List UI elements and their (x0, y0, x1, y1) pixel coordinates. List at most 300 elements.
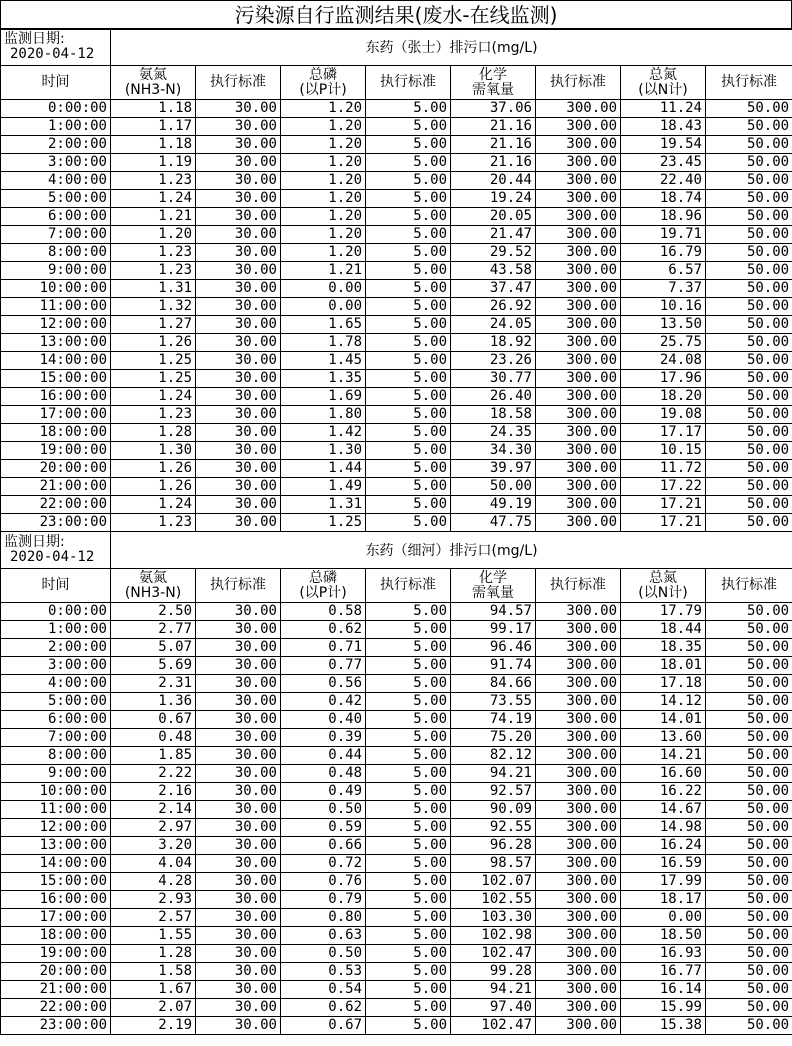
cell-nh3: 2.07 (111, 999, 196, 1017)
header-time-line: 时间 (41, 74, 70, 90)
table-row (1, 370, 792, 388)
cell-cod: 37.47 (451, 280, 536, 298)
header-std-line: 执行标准 (380, 577, 436, 593)
cell-nh3: 1.58 (111, 963, 196, 981)
cell-cod: 96.46 (451, 639, 536, 657)
cell-nh3: 1.23 (111, 514, 196, 532)
cell-tp-std: 5.00 (366, 208, 451, 226)
cell-time: 3:00:00 (1, 657, 111, 675)
cell-tn: 14.98 (621, 819, 706, 837)
cell-tn: 6.57 (621, 262, 706, 280)
cell-cod-std: 300.00 (536, 316, 621, 334)
cell-tp: 1.20 (281, 190, 366, 208)
cell-tn: 16.22 (621, 783, 706, 801)
cell-tp: 0.44 (281, 747, 366, 765)
cell-nh3: 2.31 (111, 675, 196, 693)
cell-tn-std: 50.00 (706, 603, 792, 621)
cell-tn-std: 50.00 (706, 190, 792, 208)
cell-nh3-std: 30.00 (196, 747, 281, 765)
cell-cod-std: 300.00 (536, 496, 621, 514)
table-row (1, 514, 792, 532)
cell-tp-std: 5.00 (366, 388, 451, 406)
header-std (706, 569, 792, 603)
cell-tp: 0.39 (281, 729, 366, 747)
table-row (1, 298, 792, 316)
header-nh3 (111, 66, 196, 100)
cell-cod: 21.16 (451, 154, 536, 172)
cell-time: 11:00:00 (1, 298, 111, 316)
cell-cod: 24.05 (451, 316, 536, 334)
cell-tp: 1.20 (281, 154, 366, 172)
cell-tn: 13.50 (621, 316, 706, 334)
cell-cod-std: 300.00 (536, 963, 621, 981)
cell-cod: 96.28 (451, 837, 536, 855)
cell-time: 23:00:00 (1, 514, 111, 532)
cell-cod-std: 300.00 (536, 208, 621, 226)
cell-time: 2:00:00 (1, 136, 111, 154)
cell-tn: 22.40 (621, 172, 706, 190)
cell-cod-std: 300.00 (536, 406, 621, 424)
cell-tn-std: 50.00 (706, 927, 792, 945)
cell-cod-std: 300.00 (536, 190, 621, 208)
cell-tn: 16.77 (621, 963, 706, 981)
cell-cod: 103.30 (451, 909, 536, 927)
cell-time: 20:00:00 (1, 963, 111, 981)
cell-tp-std: 5.00 (366, 172, 451, 190)
cell-cod: 30.77 (451, 370, 536, 388)
cell-time: 19:00:00 (1, 442, 111, 460)
cell-time: 9:00:00 (1, 262, 111, 280)
cell-tn: 17.18 (621, 675, 706, 693)
cell-cod-std: 300.00 (536, 855, 621, 873)
cell-tn-std: 50.00 (706, 909, 792, 927)
cell-nh3-std: 30.00 (196, 226, 281, 244)
cell-tp-std: 5.00 (366, 118, 451, 136)
table-row (1, 927, 792, 945)
cell-tp-std: 5.00 (366, 783, 451, 801)
cell-cod: 102.47 (451, 1017, 536, 1035)
report-title: 污染源自行监测结果(废水-在线监测) (0, 0, 792, 30)
cell-tn-std: 50.00 (706, 963, 792, 981)
cell-tp: 1.20 (281, 100, 366, 118)
cell-cod: 99.17 (451, 621, 536, 639)
cell-cod-std: 300.00 (536, 388, 621, 406)
cell-nh3: 1.67 (111, 981, 196, 999)
header-cod-line: 需氧量 (472, 81, 514, 98)
cell-tp-std: 5.00 (366, 352, 451, 370)
cell-time: 16:00:00 (1, 891, 111, 909)
cell-nh3-std: 30.00 (196, 603, 281, 621)
header-nh3-line: 氨氮 (139, 569, 167, 586)
cell-nh3-std: 30.00 (196, 1017, 281, 1035)
cell-tn: 13.60 (621, 729, 706, 747)
cell-tn-std: 50.00 (706, 945, 792, 963)
cell-tn: 17.21 (621, 514, 706, 532)
cell-tn-std: 50.00 (706, 747, 792, 765)
table-row (1, 244, 792, 262)
cell-nh3-std: 30.00 (196, 262, 281, 280)
cell-nh3-std: 30.00 (196, 244, 281, 262)
header-tp (281, 66, 366, 100)
cell-nh3: 1.21 (111, 208, 196, 226)
cell-tp: 0.76 (281, 873, 366, 891)
header-std-line: 执行标准 (550, 577, 606, 593)
cell-nh3-std: 30.00 (196, 100, 281, 118)
cell-time: 4:00:00 (1, 675, 111, 693)
cell-nh3-std: 30.00 (196, 442, 281, 460)
table-row (1, 478, 792, 496)
cell-tn: 16.79 (621, 244, 706, 262)
cell-nh3: 1.24 (111, 190, 196, 208)
table-row (1, 999, 792, 1017)
header-cod-line: 需氧量 (472, 584, 514, 601)
cell-tn-std: 50.00 (706, 657, 792, 675)
cell-cod-std: 300.00 (536, 352, 621, 370)
cell-tp: 0.62 (281, 999, 366, 1017)
cell-nh3: 2.97 (111, 819, 196, 837)
cell-tp-std: 5.00 (366, 927, 451, 945)
table-row (1, 891, 792, 909)
cell-tn: 14.01 (621, 711, 706, 729)
cell-nh3-std: 30.00 (196, 316, 281, 334)
cell-nh3-std: 30.00 (196, 891, 281, 909)
cell-cod-std: 300.00 (536, 639, 621, 657)
cell-tn-std: 50.00 (706, 711, 792, 729)
monitor-date-cell (1, 29, 111, 66)
cell-time: 7:00:00 (1, 226, 111, 244)
table-row (1, 981, 792, 999)
cell-tp: 0.71 (281, 639, 366, 657)
cell-tp: 1.45 (281, 352, 366, 370)
cell-tn-std: 50.00 (706, 172, 792, 190)
cell-time: 1:00:00 (1, 118, 111, 136)
cell-nh3: 0.67 (111, 711, 196, 729)
cell-nh3: 1.24 (111, 388, 196, 406)
header-tp-line: (以P计) (299, 81, 347, 98)
table-row (1, 621, 792, 639)
cell-tn-std: 50.00 (706, 424, 792, 442)
cell-cod: 34.30 (451, 442, 536, 460)
cell-tn-std: 50.00 (706, 100, 792, 118)
cell-nh3-std: 30.00 (196, 406, 281, 424)
cell-cod-std: 300.00 (536, 370, 621, 388)
cell-tn: 15.38 (621, 1017, 706, 1035)
outlet-name: 东药（张士）排污口(mg/L) (111, 29, 792, 66)
cell-cod: 21.16 (451, 118, 536, 136)
cell-nh3-std: 30.00 (196, 118, 281, 136)
cell-time: 12:00:00 (1, 819, 111, 837)
table-row (1, 424, 792, 442)
cell-tn-std: 50.00 (706, 873, 792, 891)
cell-tn: 18.17 (621, 891, 706, 909)
header-cod (451, 66, 536, 100)
cell-cod-std: 300.00 (536, 280, 621, 298)
cell-cod-std: 300.00 (536, 154, 621, 172)
cell-nh3: 3.20 (111, 837, 196, 855)
cell-tp: 1.42 (281, 424, 366, 442)
cell-time: 15:00:00 (1, 873, 111, 891)
cell-tp: 1.30 (281, 442, 366, 460)
cell-nh3: 1.24 (111, 496, 196, 514)
table-row (1, 639, 792, 657)
cell-tn-std: 50.00 (706, 621, 792, 639)
cell-tn-std: 50.00 (706, 226, 792, 244)
cell-tn: 18.35 (621, 639, 706, 657)
cell-cod: 102.07 (451, 873, 536, 891)
header-std-line: 执行标准 (380, 74, 436, 90)
cell-cod-std: 300.00 (536, 927, 621, 945)
cell-tp: 0.42 (281, 693, 366, 711)
cell-tn: 24.08 (621, 352, 706, 370)
cell-tp: 1.35 (281, 370, 366, 388)
cell-tp: 1.31 (281, 496, 366, 514)
cell-tp-std: 5.00 (366, 262, 451, 280)
cell-cod: 73.55 (451, 693, 536, 711)
header-std (536, 66, 621, 100)
cell-nh3: 1.23 (111, 244, 196, 262)
cell-tn: 0.00 (621, 909, 706, 927)
monitoring-table (0, 28, 792, 1035)
header-std-line: 执行标准 (210, 74, 266, 90)
header-time-line: 时间 (41, 577, 70, 593)
cell-tn-std: 50.00 (706, 154, 792, 172)
cell-nh3: 1.26 (111, 334, 196, 352)
cell-nh3-std: 30.00 (196, 460, 281, 478)
cell-tp-std: 5.00 (366, 981, 451, 999)
cell-cod-std: 300.00 (536, 118, 621, 136)
cell-time: 14:00:00 (1, 352, 111, 370)
cell-cod-std: 300.00 (536, 442, 621, 460)
cell-nh3: 1.18 (111, 136, 196, 154)
cell-tp-std: 5.00 (366, 693, 451, 711)
cell-tp: 1.78 (281, 334, 366, 352)
cell-time: 22:00:00 (1, 496, 111, 514)
cell-tp-std: 5.00 (366, 891, 451, 909)
cell-tn: 15.99 (621, 999, 706, 1017)
header-tp-line: 总磷 (309, 569, 337, 586)
cell-cod-std: 300.00 (536, 909, 621, 927)
cell-tp: 1.20 (281, 118, 366, 136)
cell-tp: 0.50 (281, 945, 366, 963)
table-row (1, 496, 792, 514)
cell-tn: 25.75 (621, 334, 706, 352)
cell-cod-std: 300.00 (536, 100, 621, 118)
cell-nh3-std: 30.00 (196, 208, 281, 226)
cell-nh3: 1.25 (111, 370, 196, 388)
cell-tp-std: 5.00 (366, 226, 451, 244)
cell-tp-std: 5.00 (366, 514, 451, 532)
cell-cod: 43.58 (451, 262, 536, 280)
cell-tn-std: 50.00 (706, 460, 792, 478)
cell-nh3-std: 30.00 (196, 172, 281, 190)
cell-nh3: 2.19 (111, 1017, 196, 1035)
cell-nh3: 1.36 (111, 693, 196, 711)
header-tp-line: 总磷 (309, 66, 337, 83)
cell-cod-std: 300.00 (536, 711, 621, 729)
cell-nh3: 2.50 (111, 603, 196, 621)
cell-nh3: 4.28 (111, 873, 196, 891)
cell-time: 23:00:00 (1, 1017, 111, 1035)
cell-cod-std: 300.00 (536, 981, 621, 999)
header-tn-line: (以N计) (638, 81, 688, 98)
header-cod-line: 化学 (479, 569, 507, 586)
cell-tp-std: 5.00 (366, 334, 451, 352)
cell-tp: 1.20 (281, 208, 366, 226)
cell-cod: 37.06 (451, 100, 536, 118)
cell-tn: 7.37 (621, 280, 706, 298)
cell-tn-std: 50.00 (706, 837, 792, 855)
table-row (1, 747, 792, 765)
cell-nh3-std: 30.00 (196, 927, 281, 945)
cell-cod: 92.55 (451, 819, 536, 837)
table-row (1, 657, 792, 675)
header-std (706, 66, 792, 100)
cell-tn-std: 50.00 (706, 316, 792, 334)
cell-tp-std: 5.00 (366, 460, 451, 478)
cell-tp-std: 5.00 (366, 136, 451, 154)
cell-tp-std: 5.00 (366, 370, 451, 388)
cell-cod-std: 300.00 (536, 783, 621, 801)
cell-tn-std: 50.00 (706, 765, 792, 783)
header-std-line: 执行标准 (721, 74, 778, 90)
cell-tp-std: 5.00 (366, 963, 451, 981)
cell-cod: 26.40 (451, 388, 536, 406)
table-row (1, 675, 792, 693)
cell-tn-std: 50.00 (706, 334, 792, 352)
cell-time: 5:00:00 (1, 190, 111, 208)
cell-time: 19:00:00 (1, 945, 111, 963)
cell-time: 0:00:00 (1, 603, 111, 621)
table-row (1, 460, 792, 478)
cell-cod: 26.92 (451, 298, 536, 316)
cell-nh3-std: 30.00 (196, 496, 281, 514)
cell-nh3: 1.28 (111, 424, 196, 442)
cell-tp-std: 5.00 (366, 819, 451, 837)
cell-tn-std: 50.00 (706, 280, 792, 298)
cell-tp-std: 5.00 (366, 478, 451, 496)
cell-time: 18:00:00 (1, 927, 111, 945)
cell-tn-std: 50.00 (706, 1017, 792, 1035)
cell-nh3-std: 30.00 (196, 765, 281, 783)
header-nh3 (111, 569, 196, 603)
cell-cod: 98.57 (451, 855, 536, 873)
table-row (1, 316, 792, 334)
cell-tp: 0.63 (281, 927, 366, 945)
cell-nh3-std: 30.00 (196, 478, 281, 496)
cell-tn-std: 50.00 (706, 352, 792, 370)
cell-cod: 94.21 (451, 765, 536, 783)
cell-cod-std: 300.00 (536, 621, 621, 639)
cell-tn-std: 50.00 (706, 981, 792, 999)
cell-nh3-std: 30.00 (196, 801, 281, 819)
cell-tn: 17.96 (621, 370, 706, 388)
cell-tp-std: 5.00 (366, 244, 451, 262)
header-tn-line: 总氮 (649, 66, 677, 83)
cell-tp: 1.25 (281, 514, 366, 532)
cell-time: 9:00:00 (1, 765, 111, 783)
cell-tp: 0.49 (281, 783, 366, 801)
table-row (1, 765, 792, 783)
cell-time: 13:00:00 (1, 334, 111, 352)
table-row (1, 262, 792, 280)
cell-cod: 102.98 (451, 927, 536, 945)
cell-nh3-std: 30.00 (196, 370, 281, 388)
cell-nh3-std: 30.00 (196, 136, 281, 154)
cell-cod-std: 300.00 (536, 729, 621, 747)
cell-tn-std: 50.00 (706, 783, 792, 801)
cell-cod-std: 300.00 (536, 334, 621, 352)
cell-nh3-std: 30.00 (196, 280, 281, 298)
cell-cod-std: 300.00 (536, 945, 621, 963)
cell-tn-std: 50.00 (706, 675, 792, 693)
cell-tp: 0.58 (281, 603, 366, 621)
cell-time: 12:00:00 (1, 316, 111, 334)
header-nh3-line: (NH3-N) (124, 584, 182, 601)
cell-tp-std: 5.00 (366, 873, 451, 891)
cell-nh3: 2.93 (111, 891, 196, 909)
cell-cod-std: 300.00 (536, 819, 621, 837)
monitor-date-value: 2020-04-12 (10, 549, 95, 565)
cell-tp: 1.65 (281, 316, 366, 334)
table-row (1, 388, 792, 406)
cell-cod: 19.24 (451, 190, 536, 208)
header-tn (621, 66, 706, 100)
cell-nh3-std: 30.00 (196, 945, 281, 963)
cell-nh3: 1.18 (111, 100, 196, 118)
cell-nh3-std: 30.00 (196, 190, 281, 208)
cell-cod: 20.44 (451, 172, 536, 190)
cell-time: 14:00:00 (1, 855, 111, 873)
header-tp-line: (以P计) (299, 584, 347, 601)
cell-tn: 23.45 (621, 154, 706, 172)
cell-tn-std: 50.00 (706, 478, 792, 496)
cell-tn: 16.59 (621, 855, 706, 873)
cell-tp-std: 5.00 (366, 747, 451, 765)
cell-cod: 84.66 (451, 675, 536, 693)
cell-nh3: 0.48 (111, 729, 196, 747)
cell-nh3: 2.77 (111, 621, 196, 639)
cell-cod: 29.52 (451, 244, 536, 262)
cell-nh3-std: 30.00 (196, 963, 281, 981)
cell-tn-std: 50.00 (706, 370, 792, 388)
table-row (1, 783, 792, 801)
table-row (1, 154, 792, 172)
header-time (1, 66, 111, 100)
cell-nh3: 1.17 (111, 118, 196, 136)
cell-tp: 0.62 (281, 621, 366, 639)
monitor-date-cell (1, 532, 111, 569)
cell-nh3: 1.26 (111, 478, 196, 496)
cell-time: 8:00:00 (1, 244, 111, 262)
cell-time: 17:00:00 (1, 909, 111, 927)
header-tp (281, 569, 366, 603)
cell-nh3: 5.07 (111, 639, 196, 657)
cell-tn-std: 50.00 (706, 855, 792, 873)
cell-nh3: 1.85 (111, 747, 196, 765)
cell-time: 16:00:00 (1, 388, 111, 406)
cell-nh3: 1.26 (111, 460, 196, 478)
cell-time: 6:00:00 (1, 711, 111, 729)
cell-nh3: 1.19 (111, 154, 196, 172)
table-row (1, 352, 792, 370)
cell-cod: 24.35 (451, 424, 536, 442)
cell-tp-std: 5.00 (366, 945, 451, 963)
cell-tp: 1.21 (281, 262, 366, 280)
cell-cod-std: 300.00 (536, 172, 621, 190)
cell-cod-std: 300.00 (536, 262, 621, 280)
cell-nh3-std: 30.00 (196, 388, 281, 406)
cell-time: 8:00:00 (1, 747, 111, 765)
